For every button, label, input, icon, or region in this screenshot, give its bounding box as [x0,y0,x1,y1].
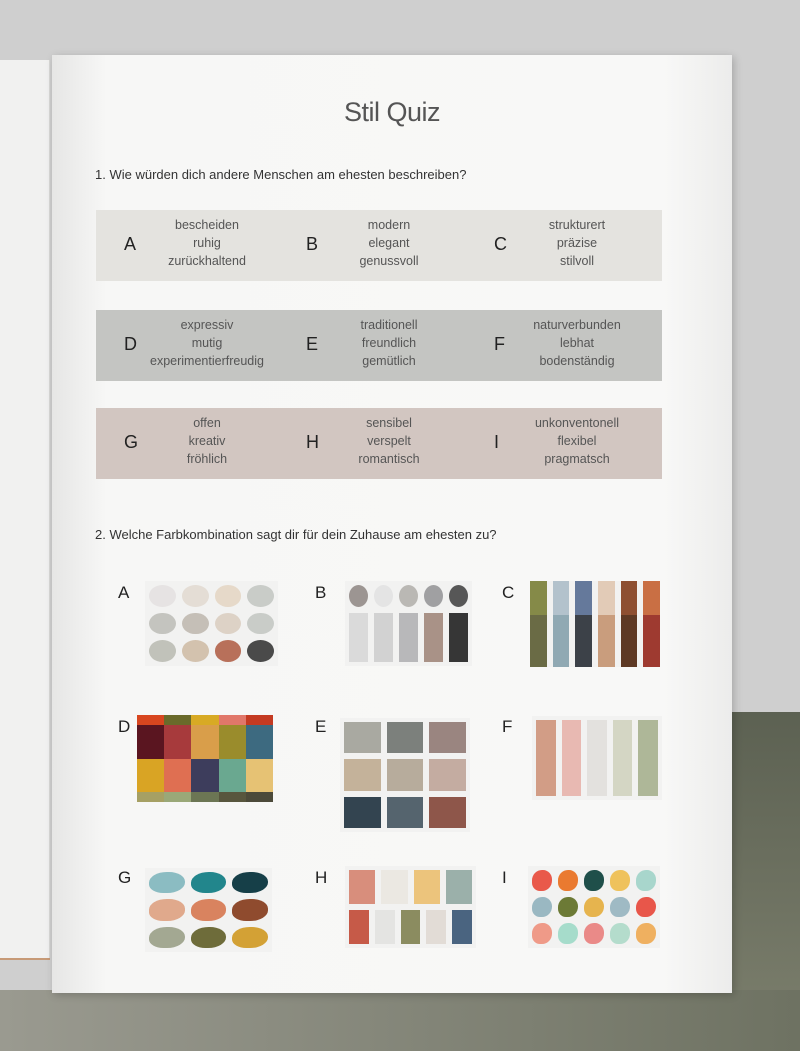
color-swatch [636,870,656,891]
color-swatch [215,640,242,662]
color-swatch [164,725,191,759]
palette-letter: C [502,583,515,602]
color-swatch [247,613,274,635]
answer-option-a[interactable] [124,210,304,281]
option-letter: A [124,234,137,254]
color-swatch [584,897,604,918]
color-swatch [374,613,393,662]
color-swatch [149,585,176,607]
color-swatch [399,613,418,662]
option-word: freundlich [361,336,417,350]
color-swatch [610,923,630,944]
option-letter: I [494,432,500,452]
color-swatch [349,910,369,944]
color-swatch [149,640,176,662]
option-word: expressiv [180,318,234,332]
color-swatch [344,722,381,753]
color-swatch [530,615,547,667]
color-swatch [374,585,393,607]
option-word: sensibel [366,416,412,430]
palette-letter: H [315,868,328,887]
color-swatch [414,870,440,904]
option-letter: F [494,334,505,354]
option-word: zurückhaltend [168,254,246,268]
color-swatch [246,759,273,793]
color-swatch [426,910,446,944]
color-swatch [387,797,424,828]
color-swatch [429,797,466,828]
color-swatch [532,870,552,891]
option-word: modern [367,218,411,232]
palette-option-d[interactable] [137,715,273,802]
option-word: offen [193,416,221,430]
answer-row [96,310,662,381]
color-swatch [191,872,227,893]
option-word: verspelt [367,434,411,448]
color-swatch [610,897,630,918]
color-swatch [182,640,209,662]
answer-row [96,408,662,479]
color-swatch [232,872,268,893]
color-swatch [643,581,660,615]
option-word: flexibel [557,434,597,448]
option-word: kreativ [188,434,226,448]
color-swatch [536,720,556,796]
option-word: präzise [556,236,598,250]
option-word: ruhig [193,236,221,250]
color-swatch [149,872,185,893]
option-words [314,216,464,270]
answer-option-b[interactable] [306,210,486,281]
answer-row [96,210,662,281]
option-word: lebhat [559,336,595,350]
option-word: strukturert [548,218,606,232]
option-letter: H [306,432,319,452]
color-swatch [246,725,273,759]
option-words [132,316,282,370]
option-word: pragmatsch [544,452,610,466]
color-swatch [344,797,381,828]
option-words [502,414,652,468]
color-swatch [587,720,607,796]
color-swatch [449,613,468,662]
page-title: Stil Quiz [343,97,441,127]
option-word: gemütlich [362,354,416,368]
color-swatch [149,613,176,635]
color-swatch [449,585,468,607]
color-swatch [558,870,578,891]
answer-option-h[interactable] [306,408,486,479]
color-swatch [191,899,227,920]
color-swatch [349,870,375,904]
color-swatch [429,722,466,753]
color-swatch [219,759,246,793]
color-swatch [598,581,615,615]
color-swatch [424,585,443,607]
answer-option-g[interactable] [124,408,304,479]
color-swatch [182,613,209,635]
option-letter: D [124,334,137,354]
quiz-page [52,55,732,993]
option-word: traditionell [360,318,418,332]
color-swatch [349,613,368,662]
palette-option-a[interactable] [145,581,278,666]
color-swatch [219,715,246,725]
color-swatch [575,581,592,615]
color-swatch [584,870,604,891]
palette-letter: E [315,717,327,736]
option-word: naturverbunden [533,318,621,332]
option-word: romantisch [358,452,420,466]
palette-letter: A [118,583,130,602]
color-swatch [137,715,164,725]
color-swatch [219,725,246,759]
palette-option-b[interactable] [345,581,472,666]
option-words [502,216,652,270]
color-swatch [636,923,656,944]
option-word: elegant [368,236,410,250]
option-words [502,316,652,370]
color-swatch [191,927,227,948]
color-swatch [137,725,164,759]
option-words [314,316,464,370]
color-swatch [532,897,552,918]
color-swatch [215,613,242,635]
color-swatch [246,792,273,802]
color-swatch [137,759,164,793]
color-swatch [182,585,209,607]
answer-option-f[interactable] [494,310,674,381]
color-swatch [149,899,185,920]
color-swatch [232,899,268,920]
palette-option-f[interactable] [532,716,662,800]
color-swatch [446,870,472,904]
option-words [314,414,464,468]
palette-option-c[interactable] [530,581,660,667]
color-swatch [232,927,268,948]
color-swatch [613,720,633,796]
color-swatch [247,640,274,662]
color-swatch [558,897,578,918]
color-swatch [401,910,421,944]
table-edge [0,990,800,1051]
option-letter: E [306,334,319,354]
color-swatch [387,759,424,790]
option-word: stilvoll [559,254,595,268]
option-word: bescheiden [175,218,239,232]
color-swatch [191,725,218,759]
color-swatch [584,923,604,944]
palette-letter: D [118,717,131,736]
palette-letter: F [502,717,513,736]
color-swatch [349,585,368,607]
color-swatch [532,923,552,944]
color-swatch [638,720,658,796]
color-swatch [621,581,638,615]
color-swatch [164,759,191,793]
option-words [132,414,282,468]
color-swatch [575,615,592,667]
palette-letter: G [118,868,132,887]
color-swatch [429,759,466,790]
left-page [0,60,50,960]
option-letter: C [494,234,507,254]
color-swatch [219,792,246,802]
color-swatch [530,581,547,615]
color-swatch [452,910,472,944]
palette-option-h[interactable] [345,866,476,948]
color-swatch [558,923,578,944]
color-swatch [247,585,274,607]
color-swatch [387,722,424,753]
color-swatch [562,720,582,796]
answer-option-c[interactable] [494,210,674,281]
question-1: 1. Wie würden dich andere Menschen am ehesten beschreiben? [95,167,467,182]
color-swatch [137,792,164,802]
option-word: mutig [191,336,223,350]
color-swatch [344,759,381,790]
palette-option-e[interactable] [340,718,470,832]
answer-option-e[interactable] [306,310,486,381]
color-swatch [191,792,218,802]
palette-letter: I [502,868,507,887]
color-swatch [424,613,443,662]
option-word: genussvoll [359,254,419,268]
option-word: unkonventonell [534,416,620,430]
color-swatch [636,897,656,918]
option-word: bodenständig [539,354,615,368]
color-swatch [246,715,273,725]
option-letter: G [124,432,139,452]
color-swatch [598,615,615,667]
color-swatch [375,910,395,944]
color-swatch [621,615,638,667]
question-2: 2. Welche Farbkombination sagt dir für dein Zuhause am ehesten zu? [95,527,497,542]
color-swatch [191,759,218,793]
color-swatch [164,715,191,725]
color-swatch [553,581,570,615]
option-word: fröhlich [186,452,228,466]
color-swatch [381,870,407,904]
color-swatch [643,615,660,667]
color-swatch [553,615,570,667]
option-word: experimentierfreudig [150,354,264,368]
color-swatch [610,870,630,891]
palette-option-g[interactable] [145,868,272,952]
color-swatch [191,715,218,725]
answer-option-d[interactable] [124,310,304,381]
palette-option-i[interactable] [528,866,660,948]
palette-letter: B [315,583,327,602]
color-swatch [164,792,191,802]
answer-option-i[interactable] [494,408,674,479]
color-swatch [215,585,242,607]
option-words [132,216,282,270]
option-letter: B [306,234,319,254]
color-swatch [149,927,185,948]
color-swatch [399,585,418,607]
